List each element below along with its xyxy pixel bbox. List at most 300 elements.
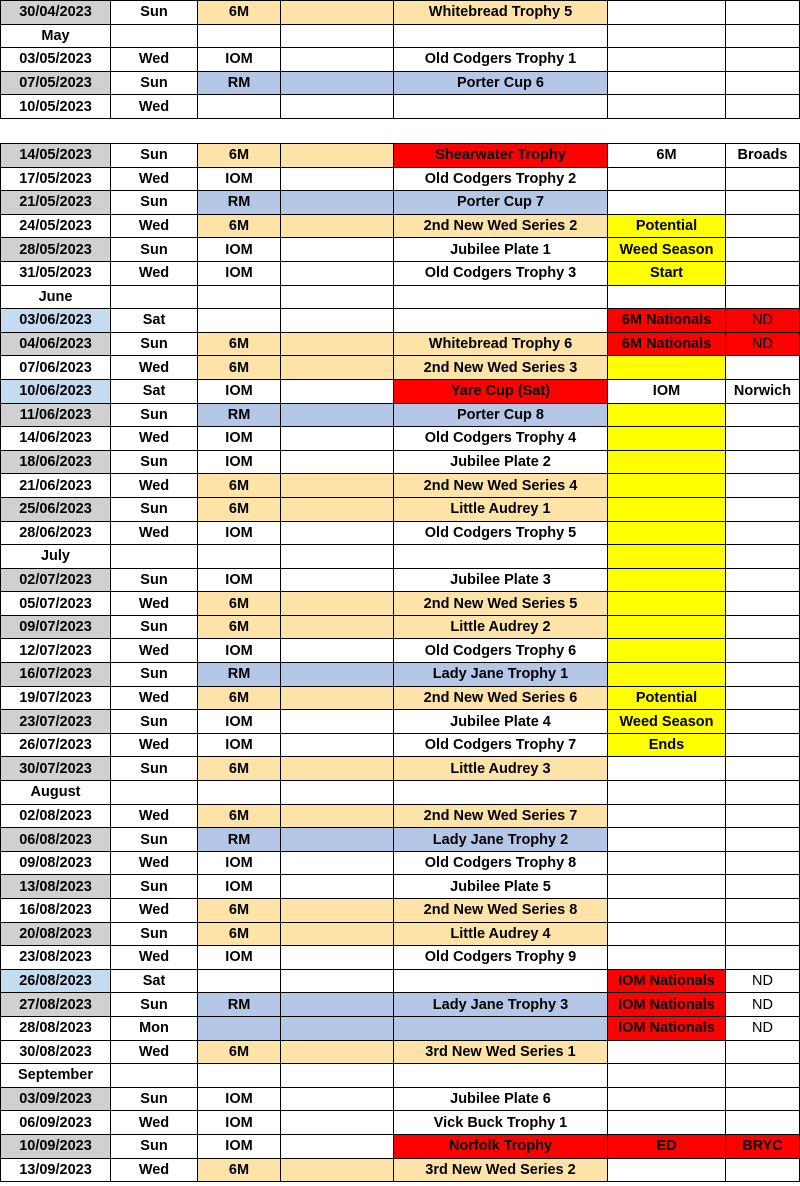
note-cell	[608, 24, 726, 48]
spacer-cell	[281, 1134, 394, 1158]
day-cell: Sun	[111, 1134, 198, 1158]
day-cell: Sun	[111, 568, 198, 592]
schedule-row	[1, 309, 800, 333]
month-row	[1, 545, 800, 569]
schedule-row	[1, 969, 800, 993]
day-cell: Sun	[111, 922, 198, 946]
class-cell: IOM	[198, 710, 281, 734]
day-cell: Wed	[111, 427, 198, 451]
venue-cell: Norwich	[726, 379, 800, 403]
venue-cell	[726, 615, 800, 639]
date-cell: 12/07/2023	[1, 639, 111, 663]
venue-cell	[726, 875, 800, 899]
venue-cell: Broads	[726, 144, 800, 168]
spacer-cell	[281, 261, 394, 285]
date-cell: 09/08/2023	[1, 851, 111, 875]
day-cell: Wed	[111, 214, 198, 238]
event-cell: Old Codgers Trophy 1	[394, 48, 608, 72]
venue-cell	[726, 686, 800, 710]
day-cell: Sun	[111, 144, 198, 168]
date-cell: 30/07/2023	[1, 757, 111, 781]
venue-cell: ND	[726, 1016, 800, 1040]
event-cell: 3rd New Wed Series 1	[394, 1040, 608, 1064]
spacer-cell	[281, 946, 394, 970]
event-cell: Jubilee Plate 5	[394, 875, 608, 899]
venue-cell	[726, 568, 800, 592]
day-cell: Sun	[111, 71, 198, 95]
schedule-row	[1, 1016, 800, 1040]
spacer-cell	[281, 828, 394, 852]
class-cell: RM	[198, 71, 281, 95]
spacer-cell	[281, 875, 394, 899]
spacer-cell	[281, 214, 394, 238]
class-cell	[198, 95, 281, 119]
event-cell: Yare Cup (Sat)	[394, 379, 608, 403]
venue-cell	[726, 1087, 800, 1111]
venue-cell	[726, 922, 800, 946]
class-cell: RM	[198, 993, 281, 1017]
event-cell: Jubilee Plate 4	[394, 710, 608, 734]
day-cell: Mon	[111, 1016, 198, 1040]
venue-cell	[726, 851, 800, 875]
class-cell: 6M	[198, 922, 281, 946]
spacer-cell	[281, 781, 394, 805]
schedule-row	[1, 615, 800, 639]
schedule-row	[1, 332, 800, 356]
class-cell: IOM	[198, 427, 281, 451]
day-cell: Sun	[111, 450, 198, 474]
date-cell: 16/07/2023	[1, 663, 111, 687]
class-cell: 6M	[198, 356, 281, 380]
class-cell: 6M	[198, 615, 281, 639]
note-cell	[608, 1111, 726, 1135]
schedule-row	[1, 48, 800, 72]
date-cell: 03/06/2023	[1, 309, 111, 333]
venue-cell	[726, 733, 800, 757]
note-cell: Potential	[608, 686, 726, 710]
date-cell: 26/07/2023	[1, 733, 111, 757]
class-cell	[198, 1064, 281, 1088]
spacer-cell	[281, 474, 394, 498]
date-cell: 03/05/2023	[1, 48, 111, 72]
spacer-cell	[281, 1040, 394, 1064]
venue-cell: ND	[726, 309, 800, 333]
spacer-cell	[281, 48, 394, 72]
schedule-row	[1, 875, 800, 899]
spacer-cell	[281, 191, 394, 215]
spacer-cell	[281, 733, 394, 757]
day-cell: Sun	[111, 497, 198, 521]
class-cell: IOM	[198, 946, 281, 970]
schedule-row	[1, 356, 800, 380]
event-cell: 2nd New Wed Series 3	[394, 356, 608, 380]
note-cell	[608, 946, 726, 970]
class-cell: IOM	[198, 450, 281, 474]
venue-cell	[726, 450, 800, 474]
spacer-cell	[281, 899, 394, 923]
event-cell: Little Audrey 4	[394, 922, 608, 946]
note-cell	[608, 95, 726, 119]
date-cell: 21/06/2023	[1, 474, 111, 498]
note-cell	[608, 639, 726, 663]
venue-cell	[726, 261, 800, 285]
class-cell: IOM	[198, 238, 281, 262]
venue-cell	[726, 781, 800, 805]
date-cell: 25/06/2023	[1, 497, 111, 521]
schedule-row	[1, 828, 800, 852]
event-cell	[394, 285, 608, 309]
venue-cell	[726, 757, 800, 781]
class-cell: 6M	[198, 1, 281, 25]
spacer-cell	[281, 639, 394, 663]
spacer-cell	[281, 379, 394, 403]
schedule-row	[1, 993, 800, 1017]
class-cell	[198, 969, 281, 993]
venue-cell	[726, 191, 800, 215]
schedule-row	[1, 639, 800, 663]
day-cell: Wed	[111, 474, 198, 498]
event-cell	[394, 1064, 608, 1088]
event-cell: Whitebread Trophy 5	[394, 1, 608, 25]
spacer-cell	[281, 804, 394, 828]
venue-cell	[726, 356, 800, 380]
month-row	[1, 781, 800, 805]
event-cell: Jubilee Plate 1	[394, 238, 608, 262]
venue-cell	[726, 403, 800, 427]
schedule-row	[1, 663, 800, 687]
class-cell: RM	[198, 403, 281, 427]
spacer-cell	[281, 167, 394, 191]
note-cell: Start	[608, 261, 726, 285]
day-cell: Sun	[111, 615, 198, 639]
note-cell	[608, 757, 726, 781]
month-label: May	[1, 24, 111, 48]
event-cell: Old Codgers Trophy 5	[394, 521, 608, 545]
class-cell	[198, 781, 281, 805]
date-cell: 20/08/2023	[1, 922, 111, 946]
spacer-cell	[281, 592, 394, 616]
schedule-row	[1, 261, 800, 285]
spacer-cell	[281, 1, 394, 25]
spacer-cell	[281, 1111, 394, 1135]
event-cell: Jubilee Plate 2	[394, 450, 608, 474]
month-row	[1, 285, 800, 309]
schedule-row	[1, 1134, 800, 1158]
spacer-cell	[281, 285, 394, 309]
date-cell: 28/06/2023	[1, 521, 111, 545]
note-cell: Weed Season	[608, 238, 726, 262]
spacer-cell	[281, 144, 394, 168]
date-cell: 30/08/2023	[1, 1040, 111, 1064]
spacer-cell	[281, 450, 394, 474]
schedule-row	[1, 167, 800, 191]
spacer-cell	[281, 95, 394, 119]
date-cell: 14/06/2023	[1, 427, 111, 451]
venue-cell	[726, 639, 800, 663]
note-cell	[608, 356, 726, 380]
venue-cell	[726, 285, 800, 309]
venue-cell	[726, 1040, 800, 1064]
date-cell: 06/08/2023	[1, 828, 111, 852]
class-cell	[198, 1016, 281, 1040]
schedule-row	[1, 450, 800, 474]
class-cell: IOM	[198, 639, 281, 663]
day-cell	[111, 285, 198, 309]
note-cell	[608, 48, 726, 72]
class-cell: IOM	[198, 48, 281, 72]
venue-cell	[726, 899, 800, 923]
schedule-row	[1, 592, 800, 616]
schedule-row	[1, 144, 800, 168]
note-cell	[608, 167, 726, 191]
spacer-cell	[281, 332, 394, 356]
date-cell: 23/07/2023	[1, 710, 111, 734]
month-row	[1, 1064, 800, 1088]
event-cell: Old Codgers Trophy 6	[394, 639, 608, 663]
spacer-cell	[281, 71, 394, 95]
note-cell	[608, 1, 726, 25]
note-cell	[608, 1040, 726, 1064]
event-cell: 3rd New Wed Series 2	[394, 1158, 608, 1182]
spacer-cell	[281, 497, 394, 521]
spacer-cell	[281, 993, 394, 1017]
event-cell: 2nd New Wed Series 5	[394, 592, 608, 616]
note-cell: Potential	[608, 214, 726, 238]
date-cell: 30/04/2023	[1, 1, 111, 25]
venue-cell	[726, 804, 800, 828]
date-cell: 10/06/2023	[1, 379, 111, 403]
event-cell: Jubilee Plate 3	[394, 568, 608, 592]
spacer-cell	[281, 427, 394, 451]
class-cell	[198, 545, 281, 569]
spacer-cell	[281, 1016, 394, 1040]
month-row	[1, 24, 800, 48]
month-label: June	[1, 285, 111, 309]
spacer-cell	[281, 710, 394, 734]
spacer-cell	[281, 309, 394, 333]
schedule-row	[1, 379, 800, 403]
class-cell	[198, 285, 281, 309]
date-cell: 09/07/2023	[1, 615, 111, 639]
event-cell	[394, 1016, 608, 1040]
schedule-row	[1, 95, 800, 119]
note-cell: IOM Nationals	[608, 1016, 726, 1040]
note-cell: 6M	[608, 144, 726, 168]
note-cell	[608, 450, 726, 474]
class-cell: RM	[198, 828, 281, 852]
date-cell: 24/05/2023	[1, 214, 111, 238]
schedule-row	[1, 474, 800, 498]
date-cell: 02/08/2023	[1, 804, 111, 828]
spacer-cell	[281, 922, 394, 946]
schedule-row	[1, 1111, 800, 1135]
venue-cell	[726, 48, 800, 72]
date-cell: 19/07/2023	[1, 686, 111, 710]
day-cell	[111, 24, 198, 48]
day-cell: Sun	[111, 757, 198, 781]
schedule-table-top	[0, 0, 800, 119]
day-cell: Sun	[111, 1, 198, 25]
event-cell	[394, 781, 608, 805]
date-cell: 03/09/2023	[1, 1087, 111, 1111]
event-cell: Little Audrey 3	[394, 757, 608, 781]
date-cell: 02/07/2023	[1, 568, 111, 592]
schedule-row	[1, 191, 800, 215]
event-cell: Porter Cup 6	[394, 71, 608, 95]
venue-cell	[726, 214, 800, 238]
class-cell: 6M	[198, 899, 281, 923]
spacer-cell	[281, 969, 394, 993]
day-cell: Wed	[111, 521, 198, 545]
day-cell: Sun	[111, 238, 198, 262]
spacer-cell	[281, 545, 394, 569]
event-cell	[394, 95, 608, 119]
spacer-cell	[281, 568, 394, 592]
class-cell: IOM	[198, 379, 281, 403]
event-cell: Old Codgers Trophy 3	[394, 261, 608, 285]
note-cell	[608, 71, 726, 95]
day-cell: Sun	[111, 191, 198, 215]
day-cell: Sun	[111, 332, 198, 356]
date-cell: 26/08/2023	[1, 969, 111, 993]
note-cell: IOM	[608, 379, 726, 403]
note-cell	[608, 875, 726, 899]
event-cell: Porter Cup 8	[394, 403, 608, 427]
venue-cell	[726, 710, 800, 734]
venue-cell: ND	[726, 969, 800, 993]
day-cell: Sun	[111, 1087, 198, 1111]
venue-cell: ND	[726, 332, 800, 356]
note-cell	[608, 568, 726, 592]
date-cell: 13/08/2023	[1, 875, 111, 899]
event-cell: Little Audrey 2	[394, 615, 608, 639]
date-cell: 16/08/2023	[1, 899, 111, 923]
day-cell: Wed	[111, 48, 198, 72]
day-cell: Sun	[111, 993, 198, 1017]
venue-cell	[726, 828, 800, 852]
venue-cell	[726, 1111, 800, 1135]
day-cell: Wed	[111, 639, 198, 663]
class-cell: 6M	[198, 592, 281, 616]
event-cell: 2nd New Wed Series 6	[394, 686, 608, 710]
spacer-cell	[281, 1158, 394, 1182]
venue-cell	[726, 24, 800, 48]
note-cell	[608, 1158, 726, 1182]
event-cell	[394, 24, 608, 48]
event-cell: Lady Jane Trophy 2	[394, 828, 608, 852]
day-cell: Wed	[111, 804, 198, 828]
venue-cell	[726, 427, 800, 451]
month-label: August	[1, 781, 111, 805]
venue-cell	[726, 663, 800, 687]
schedule-table-main	[0, 143, 800, 1182]
note-cell: 6M Nationals	[608, 309, 726, 333]
day-cell: Wed	[111, 899, 198, 923]
note-cell	[608, 592, 726, 616]
note-cell	[608, 851, 726, 875]
class-cell: IOM	[198, 1087, 281, 1111]
event-cell: 2nd New Wed Series 2	[394, 214, 608, 238]
event-cell	[394, 545, 608, 569]
venue-cell: BRYC	[726, 1134, 800, 1158]
day-cell: Sat	[111, 969, 198, 993]
day-cell: Wed	[111, 261, 198, 285]
class-cell: 6M	[198, 804, 281, 828]
venue-cell	[726, 238, 800, 262]
spacer-cell	[281, 356, 394, 380]
schedule-row	[1, 427, 800, 451]
note-cell	[608, 474, 726, 498]
class-cell: 6M	[198, 686, 281, 710]
schedule-row	[1, 521, 800, 545]
day-cell: Wed	[111, 733, 198, 757]
date-cell: 17/05/2023	[1, 167, 111, 191]
class-cell: 6M	[198, 1158, 281, 1182]
schedule-row	[1, 946, 800, 970]
note-cell	[608, 781, 726, 805]
date-cell: 18/06/2023	[1, 450, 111, 474]
spacer-cell	[281, 663, 394, 687]
note-cell	[608, 1064, 726, 1088]
venue-cell: ND	[726, 993, 800, 1017]
spacer-cell	[281, 851, 394, 875]
class-cell: RM	[198, 663, 281, 687]
event-cell: Old Codgers Trophy 9	[394, 946, 608, 970]
class-cell: IOM	[198, 733, 281, 757]
venue-cell	[726, 946, 800, 970]
event-cell: Whitebread Trophy 6	[394, 332, 608, 356]
day-cell: Sun	[111, 710, 198, 734]
date-cell: 06/09/2023	[1, 1111, 111, 1135]
venue-cell	[726, 521, 800, 545]
note-cell: Ends	[608, 733, 726, 757]
schedule-row	[1, 568, 800, 592]
note-cell: 6M Nationals	[608, 332, 726, 356]
schedule-row	[1, 804, 800, 828]
month-label: September	[1, 1064, 111, 1088]
note-cell	[608, 828, 726, 852]
note-cell	[608, 285, 726, 309]
event-cell: 2nd New Wed Series 4	[394, 474, 608, 498]
event-cell: Norfolk Trophy	[394, 1134, 608, 1158]
note-cell	[608, 545, 726, 569]
day-cell: Wed	[111, 1158, 198, 1182]
note-cell	[608, 403, 726, 427]
day-cell: Sat	[111, 309, 198, 333]
date-cell: 04/06/2023	[1, 332, 111, 356]
day-cell: Wed	[111, 356, 198, 380]
venue-cell	[726, 592, 800, 616]
note-cell	[608, 615, 726, 639]
spacer-cell	[281, 686, 394, 710]
spacer-cell	[281, 521, 394, 545]
event-cell	[394, 969, 608, 993]
date-cell: 28/05/2023	[1, 238, 111, 262]
event-cell: Old Codgers Trophy 8	[394, 851, 608, 875]
schedule-row	[1, 238, 800, 262]
spacer-cell	[281, 403, 394, 427]
event-cell: 2nd New Wed Series 7	[394, 804, 608, 828]
note-cell: IOM Nationals	[608, 993, 726, 1017]
spacer-cell	[281, 757, 394, 781]
class-cell: IOM	[198, 167, 281, 191]
class-cell: IOM	[198, 875, 281, 899]
class-cell: 6M	[198, 214, 281, 238]
event-cell: Shearwater Trophy	[394, 144, 608, 168]
class-cell: 6M	[198, 1040, 281, 1064]
schedule-row	[1, 686, 800, 710]
class-cell: IOM	[198, 568, 281, 592]
